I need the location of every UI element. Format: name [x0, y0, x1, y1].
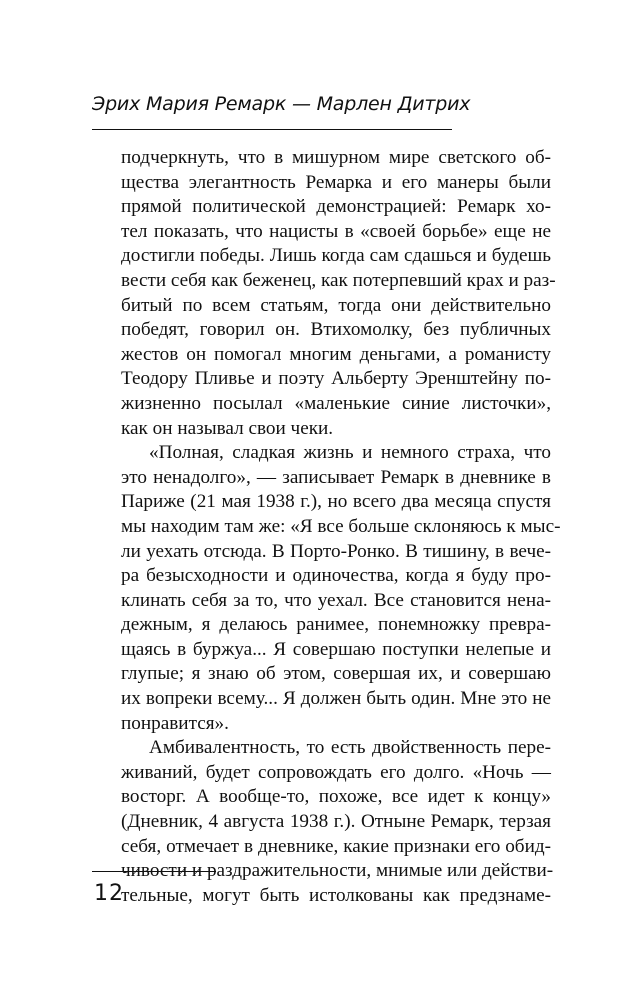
text-line: щества элегантность Ремарка и его манеры были	[121, 171, 551, 193]
text-line: себя, отмечает в дневнике, какие признаки его обид-	[121, 835, 551, 857]
text-line: прямой политической демонстрацией: Ремарк хо-	[121, 196, 551, 218]
text-line: (Дневник, 4 августа 1938 г.). Отныне Ремарк, терзая	[121, 811, 551, 833]
text-line: мы находим там же: «Я все больше склоняюсь к мыс-	[121, 515, 561, 537]
text-line: Париже (21 мая 1938 г.), но всего два месяца спустя	[121, 491, 551, 513]
running-head: Эрих Мария Ремарк — Марлен Дитрих	[92, 93, 471, 115]
body-text	[121, 146, 561, 908]
text-line: ра безысходности и одиночества, когда я буду про-	[121, 565, 551, 587]
text-line: «Полная, сладкая жизнь и немного страха, что	[149, 442, 551, 464]
paragraph-1	[121, 146, 556, 441]
text-line: как он называл свои чеки.	[121, 417, 334, 439]
footer-rule	[92, 871, 216, 872]
text-line: победят, говорил он. Втихомолку, без публичных	[121, 319, 551, 341]
text-line: восторг. А вообще-то, похоже, все идет к концу»	[121, 786, 551, 808]
text-line: подчеркнуть, что в мишурном мире светского об-	[121, 147, 551, 168]
text-line: достигли победы. Лишь когда сам сдашься и будешь	[121, 245, 551, 267]
text-line: клинать себя за то, что уехал. Все становится нена-	[121, 589, 551, 611]
text-line: битый по всем статьям, тогда они действительно	[121, 294, 551, 316]
text-line: тел показать, что нацисты в «своей борьбе» еще не	[121, 220, 551, 242]
page-number: 12	[94, 881, 124, 906]
text-line: живаний, будет сопровождать его долго. «Ночь —	[121, 761, 551, 783]
text-line: вести себя как беженец, как потерпевший крах и раз-	[121, 269, 556, 291]
text-line: дежным, я делаюсь ранимее, понемножку превра-	[121, 614, 551, 636]
text-line: щаясь в буржуа... Я совершаю поступки нелепые и	[121, 638, 551, 660]
paragraph-2	[121, 441, 561, 736]
text-line: жестов он помогал многим деньгами, а романисту	[121, 343, 551, 365]
text-line: их вопреки всему... Я должен быть один. Мне это не	[121, 688, 551, 710]
paragraph-3	[121, 736, 554, 908]
text-line: это ненадолго», — записывает Ремарк в дневнике в	[121, 466, 551, 488]
text-line: ли уехать отсюда. В Порто-Ронко. В тишину, в вече-	[121, 540, 551, 562]
text-line: Амбивалентность, то есть двойственность пере-	[149, 737, 551, 759]
text-line: чивости и раздражительности, мнимые или действи-	[121, 860, 554, 882]
text-line: понравится».	[121, 712, 229, 734]
text-line: Теодору Пливье и поэту Альберту Эренштейну по-	[121, 368, 551, 390]
text-line: глупые; я знаю об этом, совершая их, и совершаю	[121, 663, 551, 685]
text-line: тельные, могут быть истолкованы как предзнаме-	[121, 884, 551, 906]
text-line: жизненно посылал «маленькие синие листочки»,	[121, 392, 551, 414]
header-rule	[92, 129, 452, 130]
